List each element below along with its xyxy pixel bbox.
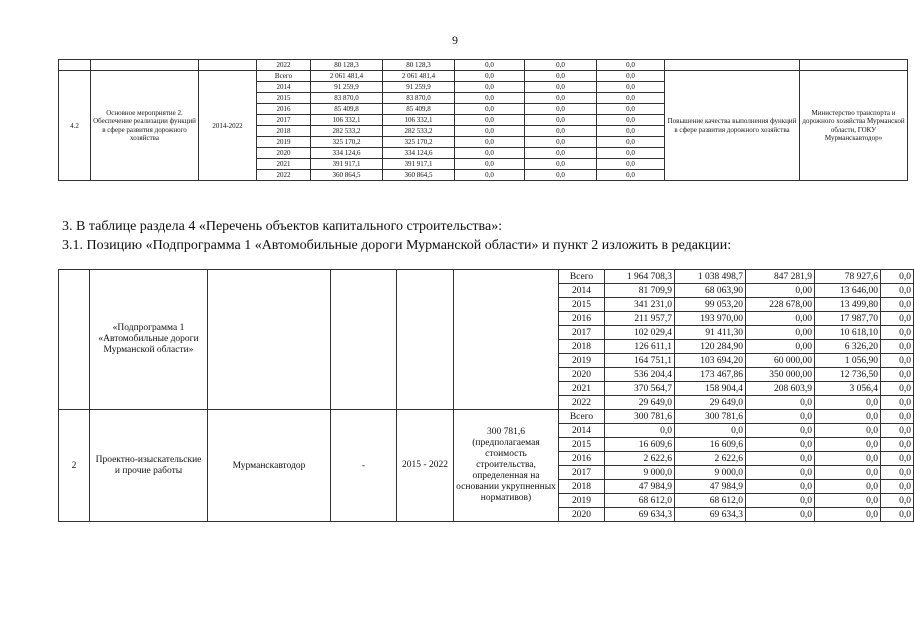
value-cell: 300 781,6 xyxy=(605,410,675,424)
value-cell: 0,0 xyxy=(881,466,914,480)
value-cell: 0,0 xyxy=(881,354,914,368)
value-cell: 0,0 xyxy=(881,410,914,424)
value-cell: 1 038 498,7 xyxy=(675,270,746,284)
value-cell: 360 864,5 xyxy=(383,170,455,181)
value-cell: 0,0 xyxy=(525,115,597,126)
value-cell: 78 927,6 xyxy=(815,270,881,284)
year-cell: Всего xyxy=(257,71,311,82)
table-cell xyxy=(91,60,199,71)
value-cell: 16 609,6 xyxy=(605,438,675,452)
year-cell: 2017 xyxy=(257,115,311,126)
table-subprogram-2 xyxy=(58,59,908,181)
value-cell: 341 231,0 xyxy=(605,298,675,312)
value-cell: 0,0 xyxy=(746,508,815,522)
value-cell: 0,0 xyxy=(597,104,665,115)
value-cell: 99 053,20 xyxy=(675,298,746,312)
value-cell: 0,0 xyxy=(525,93,597,104)
value-cell: 0,0 xyxy=(881,368,914,382)
table-capital-construction xyxy=(58,269,914,522)
value-cell: 536 204,4 xyxy=(605,368,675,382)
value-cell: 0,0 xyxy=(525,126,597,137)
value-cell: 0,0 xyxy=(525,60,597,71)
year-cell: 2022 xyxy=(257,60,311,71)
cost-cell: 300 781,6 (предполагаемая стоимость строительства, определенная на основании укрупненных нормативов) xyxy=(454,410,559,522)
year-cell: 2016 xyxy=(559,452,605,466)
value-cell: 12 736,50 xyxy=(815,368,881,382)
value-cell: 85 409,8 xyxy=(383,104,455,115)
value-cell: 68 612,0 xyxy=(675,494,746,508)
value-cell: 0,0 xyxy=(746,438,815,452)
value-cell: 0,0 xyxy=(455,148,525,159)
year-cell: 2016 xyxy=(257,104,311,115)
value-cell: 0,0 xyxy=(455,82,525,93)
year-cell: 2017 xyxy=(559,326,605,340)
value-cell: 0,0 xyxy=(597,170,665,181)
value-cell: 3 056,4 xyxy=(815,382,881,396)
year-cell: 2014 xyxy=(257,82,311,93)
value-cell: 847 281,9 xyxy=(746,270,815,284)
value-cell: 0,0 xyxy=(455,159,525,170)
value-cell: 13 499,80 xyxy=(815,298,881,312)
value-cell: 13 646,00 xyxy=(815,284,881,298)
value-cell: 9 000,0 xyxy=(675,466,746,480)
year-cell: 2020 xyxy=(559,368,605,382)
year-cell: 2015 xyxy=(257,93,311,104)
value-cell: 164 751,1 xyxy=(605,354,675,368)
value-cell: 325 170,2 xyxy=(383,137,455,148)
value-cell: 334 124,6 xyxy=(383,148,455,159)
value-cell: 80 128,3 xyxy=(311,60,383,71)
year-cell: 2019 xyxy=(257,137,311,148)
value-cell: 0,0 xyxy=(746,410,815,424)
value-cell: 0,0 xyxy=(746,452,815,466)
value-cell: 0,0 xyxy=(525,170,597,181)
value-cell: 0,0 xyxy=(746,396,815,410)
value-cell: 391 917,1 xyxy=(383,159,455,170)
value-cell: 282 533,2 xyxy=(311,126,383,137)
value-cell: 9 000,0 xyxy=(605,466,675,480)
value-cell: 0,0 xyxy=(597,126,665,137)
year-cell: 2019 xyxy=(559,494,605,508)
table-cell xyxy=(800,60,908,71)
value-cell: 370 564,7 xyxy=(605,382,675,396)
value-cell: 0,00 xyxy=(746,284,815,298)
value-cell: 29 649,0 xyxy=(675,396,746,410)
value-cell: 158 904,4 xyxy=(675,382,746,396)
value-cell: 0,0 xyxy=(815,396,881,410)
measure-name: Основное мероприятие 2. Обеспечение реализации функций в сфере развития дорожного хозяйства xyxy=(91,71,199,181)
value-cell: 325 170,2 xyxy=(311,137,383,148)
period-cell: 2015 - 2022 xyxy=(397,410,454,522)
value-cell: 0,0 xyxy=(597,71,665,82)
value-cell: 228 678,00 xyxy=(746,298,815,312)
value-cell: 0,0 xyxy=(881,326,914,340)
value-cell: 0,0 xyxy=(597,60,665,71)
value-cell: 0,0 xyxy=(525,104,597,115)
value-cell: 0,0 xyxy=(881,452,914,466)
value-cell: 0,0 xyxy=(815,424,881,438)
value-cell: 17 987,70 xyxy=(815,312,881,326)
value-cell: 83 870,0 xyxy=(383,93,455,104)
value-cell: 0,0 xyxy=(815,494,881,508)
value-cell: 0,0 xyxy=(815,508,881,522)
value-cell: 208 603,9 xyxy=(746,382,815,396)
year-cell: 2014 xyxy=(559,284,605,298)
row-number: 2 xyxy=(59,410,90,522)
table-cell xyxy=(454,270,559,410)
value-cell: 0,0 xyxy=(455,93,525,104)
value-cell: 106 332,1 xyxy=(383,115,455,126)
value-cell: 83 870,0 xyxy=(311,93,383,104)
value-cell: 0,0 xyxy=(455,71,525,82)
value-cell: 68 612,0 xyxy=(605,494,675,508)
table-cell xyxy=(59,270,90,410)
value-cell: 0,0 xyxy=(746,494,815,508)
table-row xyxy=(59,270,914,284)
value-cell: 2 622,6 xyxy=(605,452,675,466)
value-cell: 0,0 xyxy=(881,270,914,284)
object-name: Проектно-изыскательские и прочие работы xyxy=(90,410,208,522)
value-cell: 0,0 xyxy=(597,115,665,126)
value-cell: 16 609,6 xyxy=(675,438,746,452)
value-cell: 282 533,2 xyxy=(383,126,455,137)
year-cell: Всего xyxy=(559,410,605,424)
year-cell: 2021 xyxy=(559,382,605,396)
value-cell: 0,0 xyxy=(455,60,525,71)
value-cell: 103 694,20 xyxy=(675,354,746,368)
value-cell: 91 259,9 xyxy=(383,82,455,93)
value-cell: 300 781,6 xyxy=(675,410,746,424)
year-cell: 2020 xyxy=(559,508,605,522)
value-cell: 350 000,00 xyxy=(746,368,815,382)
value-cell: 0,0 xyxy=(455,115,525,126)
year-cell: 2019 xyxy=(559,354,605,368)
value-cell: 0,0 xyxy=(605,424,675,438)
year-cell: 2015 xyxy=(559,298,605,312)
value-cell: 0,0 xyxy=(815,410,881,424)
year-cell: 2021 xyxy=(257,159,311,170)
value-cell: 0,0 xyxy=(597,159,665,170)
value-cell: 47 984,9 xyxy=(605,480,675,494)
value-cell: 391 917,1 xyxy=(311,159,383,170)
year-cell: 2018 xyxy=(559,340,605,354)
value-cell: 0,0 xyxy=(746,480,815,494)
subprogram-name: «Подпрограмма 1 «Автомобильные дороги Мурманской области» xyxy=(90,270,208,410)
value-cell: 0,0 xyxy=(881,424,914,438)
value-cell: 0,0 xyxy=(815,438,881,452)
value-cell: 0,0 xyxy=(525,137,597,148)
value-cell: 0,0 xyxy=(675,424,746,438)
year-cell: 2018 xyxy=(559,480,605,494)
value-cell: 29 649,0 xyxy=(605,396,675,410)
value-cell: 69 634,3 xyxy=(605,508,675,522)
value-cell: 0,0 xyxy=(881,438,914,452)
table-row xyxy=(59,60,908,71)
value-cell: 10 618,10 xyxy=(815,326,881,340)
value-cell: 173 467,86 xyxy=(675,368,746,382)
value-cell: 1 056,90 xyxy=(815,354,881,368)
value-cell: 360 864,5 xyxy=(311,170,383,181)
value-cell: 334 124,6 xyxy=(311,148,383,159)
value-cell: 0,0 xyxy=(881,480,914,494)
value-cell: 85 409,8 xyxy=(311,104,383,115)
value-cell: 0,0 xyxy=(881,508,914,522)
value-cell: 106 332,1 xyxy=(311,115,383,126)
table-row xyxy=(59,71,908,82)
dash-cell: - xyxy=(331,410,397,522)
value-cell: 120 284,90 xyxy=(675,340,746,354)
value-cell: 68 063,90 xyxy=(675,284,746,298)
value-cell: 0,0 xyxy=(815,452,881,466)
value-cell: 1 964 708,3 xyxy=(605,270,675,284)
value-cell: 0,0 xyxy=(525,148,597,159)
year-cell: 2017 xyxy=(559,466,605,480)
value-cell: 0,00 xyxy=(746,312,815,326)
value-cell: 6 326,20 xyxy=(815,340,881,354)
value-cell: 0,00 xyxy=(746,340,815,354)
value-cell: 0,0 xyxy=(881,284,914,298)
value-cell: 60 000,00 xyxy=(746,354,815,368)
value-cell: 2 061 481,4 xyxy=(383,71,455,82)
table-cell xyxy=(59,60,91,71)
value-cell: 0,0 xyxy=(746,466,815,480)
value-cell: 2 622,6 xyxy=(675,452,746,466)
value-cell: 0,0 xyxy=(881,494,914,508)
table-cell xyxy=(397,270,454,410)
table-row xyxy=(59,410,914,424)
year-cell: 2014 xyxy=(559,424,605,438)
value-cell: 102 029,4 xyxy=(605,326,675,340)
value-cell: 0,0 xyxy=(881,382,914,396)
value-cell: 211 957,7 xyxy=(605,312,675,326)
table-cell xyxy=(331,270,397,410)
period-cell: 2014-2022 xyxy=(199,71,257,181)
value-cell: 0,0 xyxy=(815,480,881,494)
value-cell: 80 128,3 xyxy=(383,60,455,71)
table-cell xyxy=(199,60,257,71)
value-cell: 91 411,30 xyxy=(675,326,746,340)
value-cell: 0,0 xyxy=(597,82,665,93)
value-cell: 0,0 xyxy=(597,137,665,148)
value-cell: 47 984,9 xyxy=(675,480,746,494)
value-cell: 2 061 481,4 xyxy=(311,71,383,82)
year-cell: 2020 xyxy=(257,148,311,159)
value-cell: 0,0 xyxy=(455,137,525,148)
value-cell: 0,0 xyxy=(746,424,815,438)
value-cell: 91 259,9 xyxy=(311,82,383,93)
year-cell: 2022 xyxy=(257,170,311,181)
value-cell: 0,0 xyxy=(881,298,914,312)
value-cell: 126 611,1 xyxy=(605,340,675,354)
page-number: 9 xyxy=(452,33,458,47)
value-cell: 69 634,3 xyxy=(675,508,746,522)
value-cell: 0,0 xyxy=(455,104,525,115)
value-cell: 193 970,00 xyxy=(675,312,746,326)
value-cell: 0,0 xyxy=(525,71,597,82)
executor-cell: Министерство транспорта и дорожного хозяйства Мурманской области, ГОКУ Мурманскавтодор» xyxy=(800,71,908,181)
value-cell: 0,0 xyxy=(815,466,881,480)
value-cell: 0,0 xyxy=(455,170,525,181)
section-heading: 3. В таблице раздела 4 «Перечень объектов капитального строительства»: xyxy=(62,219,503,234)
value-cell: 0,0 xyxy=(881,396,914,410)
year-cell: 2018 xyxy=(257,126,311,137)
value-cell: 0,0 xyxy=(881,312,914,326)
value-cell: 0,0 xyxy=(455,126,525,137)
value-cell: 0,0 xyxy=(597,93,665,104)
value-cell: 0,0 xyxy=(881,340,914,354)
year-cell: 2022 xyxy=(559,396,605,410)
value-cell: 81 709,9 xyxy=(605,284,675,298)
year-cell: Всего xyxy=(559,270,605,284)
row-number: 4.2 xyxy=(59,71,91,181)
result-cell: Повышение качества выполнения функций в сфере развития дорожного хозяйства xyxy=(665,71,800,181)
year-cell: 2016 xyxy=(559,312,605,326)
value-cell: 0,0 xyxy=(525,159,597,170)
table-cell xyxy=(665,60,800,71)
year-cell: 2015 xyxy=(559,438,605,452)
value-cell: 0,0 xyxy=(525,82,597,93)
value-cell: 0,0 xyxy=(597,148,665,159)
subsection-heading: 3.1. Позицию «Подпрограмма 1 «Автомобильные дороги Мурманской области» и пункт 2 изложить в редакции: xyxy=(62,238,732,253)
table-cell xyxy=(208,270,331,410)
value-cell: 0,00 xyxy=(746,326,815,340)
customer-cell: Мурманскавтодор xyxy=(208,410,331,522)
